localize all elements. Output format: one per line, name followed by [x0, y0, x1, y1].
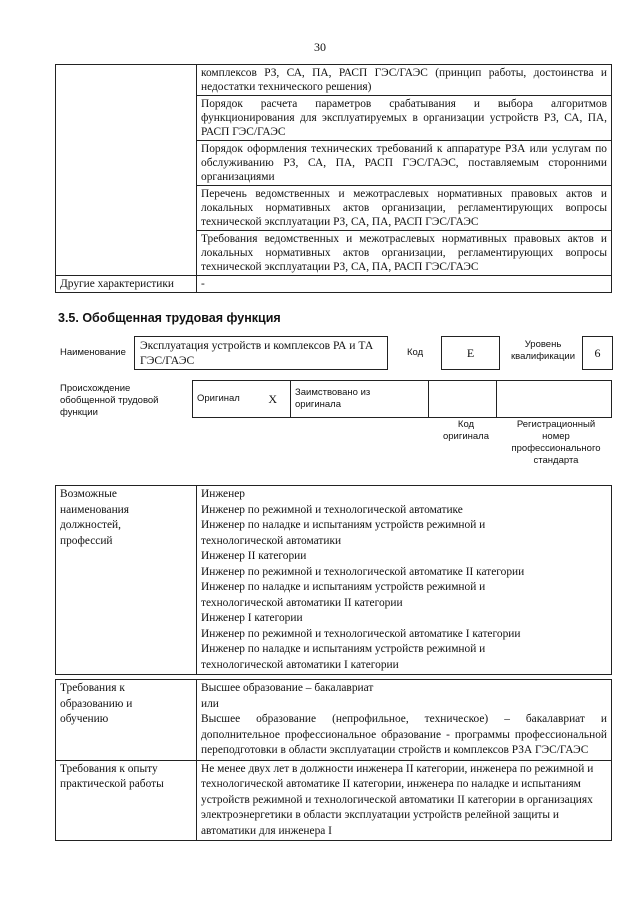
position-line: Инженер по наладке и испытаниям устройств режимной и [201, 519, 486, 531]
positions-table [55, 485, 612, 675]
label-line: наименования [60, 503, 130, 516]
original-code-cell [429, 381, 497, 418]
table-row [193, 381, 612, 418]
education-line: или [201, 697, 219, 710]
education-line: Высшее образование (непрофильное, техническое) – бакалавриат и дополнительное профессиональное образование - программы профессиональной переподготовки в области эксплуатации стройств и комплексов РЗА ГЭС/ГАЭС [201, 713, 607, 756]
code-value: E [466, 346, 475, 360]
position-line: технологической автоматики I категории [201, 658, 399, 671]
caption-line: Регистрационный [516, 419, 596, 430]
borrowed-label-line: оригинала [295, 399, 342, 410]
position-line: технологической автоматики II категории [201, 596, 403, 609]
position-line: Инженер по режимной и технологической автоматике [201, 503, 463, 516]
position-line: технологической автоматики [201, 534, 342, 547]
label-line: образованию и [60, 697, 133, 710]
positions-label [56, 486, 197, 675]
level-value: 6 [594, 346, 601, 360]
top-table [55, 64, 612, 293]
position-line: Инженер I категории [201, 612, 303, 624]
origin-label-line: функции [60, 407, 98, 418]
name-box [134, 336, 388, 370]
registration-number-caption [500, 419, 612, 467]
label-line: должностей, [60, 519, 122, 531]
caption-line: Код [457, 419, 475, 430]
registration-number-cell [497, 381, 612, 418]
origin-label-line: обобщенной трудовой [60, 395, 159, 406]
caption-line: профессионального [511, 443, 601, 454]
requirements-table [55, 679, 612, 841]
caption-line: номер [542, 431, 570, 442]
original-label: Оригинал [193, 381, 256, 418]
experience-label [56, 760, 197, 841]
label-line: профессий [60, 534, 113, 547]
position-line: Инженер [201, 488, 245, 500]
caption-line: оригинала [442, 431, 489, 442]
position-line: Инженер по наладке и испытаниям устройств режимной и [201, 581, 486, 593]
position-line: Инженер по режимной и технологической автоматике II категории [201, 565, 525, 578]
label-line: Требования к опыту [60, 762, 158, 775]
borrowed-label-line: Заимствовано из [295, 387, 371, 398]
label-line: практической работы [60, 778, 164, 790]
label-line: Требования к [60, 682, 125, 694]
table-row [56, 760, 612, 841]
origin-label-line: Происхождение [60, 383, 131, 394]
table-cell: комплексов РЗ, СА, ПА, РАСП ГЭС/ГАЭС (принцип работы, достоинства и недостатки технического решения) [197, 65, 612, 96]
table-row [56, 276, 612, 293]
education-requirements [197, 680, 612, 761]
origin-table [192, 380, 612, 418]
table-row [56, 486, 612, 675]
name-value: Эксплуатация устройств и комплексов РА и ТА ГЭС/ГАЭС [140, 339, 374, 367]
education-label [56, 680, 197, 761]
table-row [56, 680, 612, 761]
borrowed-label [291, 381, 429, 418]
code-label: Код [407, 347, 424, 358]
section-title: 3.5. Обобщенная трудовая функция [58, 311, 281, 325]
table-cell: Перечень ведомственных и межотраслевых нормативных правовых актов и локальных нормативных актов организации, регламентирующих вопросы технической эксплуатации РЗ, СА, ПА, РАСП ГЭС/ГАЭС [197, 186, 612, 231]
level-label [508, 339, 578, 363]
position-line: Инженер по наладке и испытаниям устройств режимной и [201, 643, 486, 655]
table-cell: Порядок расчета параметров срабатывания и выбора алгоритмов функционирования для эксплуатируемых в организации устройств РЗ, СА, ПА, РАСП ГЭС/ГАЭС [197, 96, 612, 141]
caption-line: стандарта [533, 455, 579, 466]
position-line: Инженер II категории [201, 550, 307, 562]
level-box [582, 336, 613, 370]
label-line: обучению [60, 713, 109, 725]
education-line: Высшее образование – бакалавриат [201, 682, 374, 694]
page-number: 30 [314, 40, 326, 54]
level-label-line: Уровень [524, 339, 562, 350]
empty-cell [56, 65, 197, 276]
original-mark: X [256, 381, 291, 418]
positions-list [197, 486, 612, 675]
table-cell: Порядок оформления технических требований к аппаратуре РЗА или услугам по обслуживанию РЗ, СА, ПА, РАСП ГЭС/ГАЭС, поставляемым сторонними организациями [197, 141, 612, 186]
label-line: Возможные [60, 488, 117, 500]
other-characteristics-label: Другие характеристики [56, 276, 197, 293]
code-box [441, 336, 500, 370]
position-line: Инженер по режимной и технологической автоматике I категории [201, 627, 521, 640]
origin-label [60, 383, 158, 419]
name-label: Наименование [60, 347, 126, 358]
other-characteristics-value: - [197, 276, 612, 293]
original-code-caption [432, 419, 500, 443]
table-cell: Требования ведомственных и межотраслевых нормативных правовых актов и локальных нормативных актов организации, регламентирующих вопросы технической эксплуатации РЗ, СА, ПА, РАСП ГЭС/ГАЭС [197, 231, 612, 276]
table-row [56, 65, 612, 96]
level-label-line: квалификации [510, 351, 576, 362]
experience-requirements: Не менее двух лет в должности инженера II категории, инженера по режимной и технологической автоматике II категории, инженера по наладке и испытаниям устройств режимной и технологической автоматики II категории в организациях электроэнергетики в области эксплуатации устройств релейной защиты и автоматики для инженера I [197, 760, 612, 841]
